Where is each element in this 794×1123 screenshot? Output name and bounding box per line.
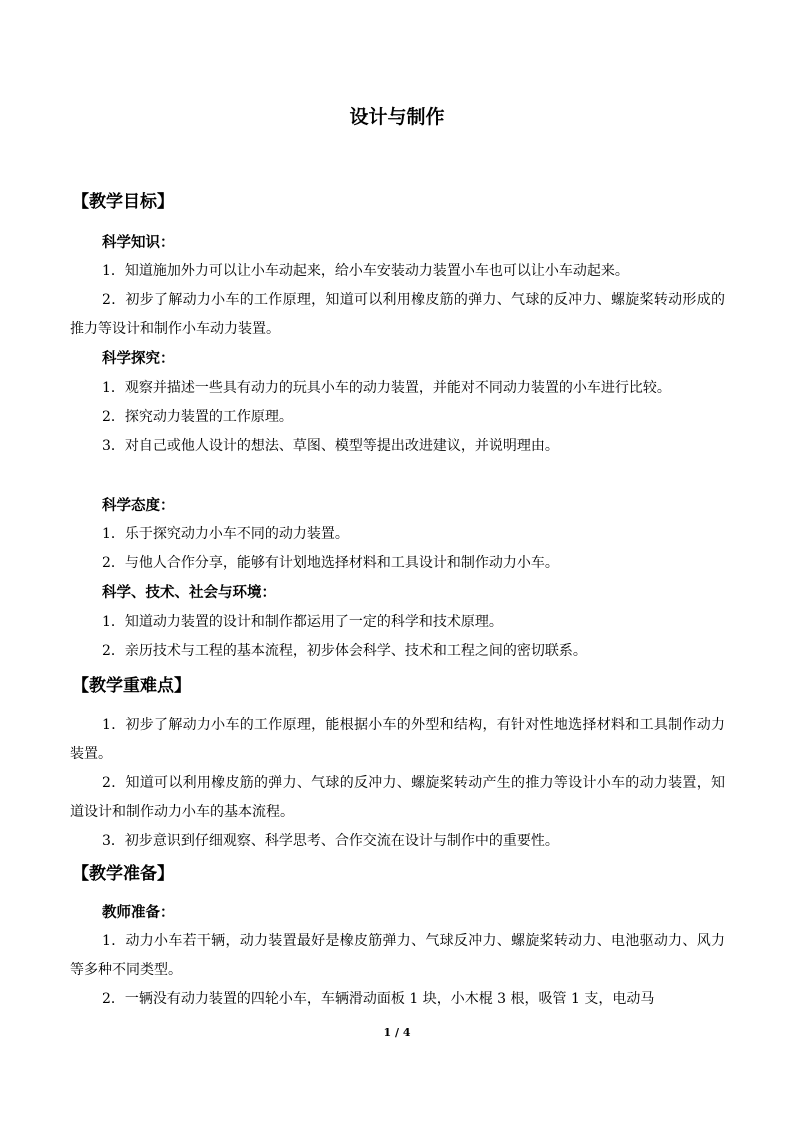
paragraph: 2．探究动力装置的工作原理。 [102,409,293,425]
paragraph: 2．知道可以利用橡皮筋的弹力、气球的反冲力、螺旋桨转动产生的推力等设计小车的动力装置，知道设计和制作动力小车的基本流程。 [70,775,725,820]
paragraph: 3．对自己或他人设计的想法、草图、模型等提出改进建议，并说明理由。 [102,438,559,454]
paragraph-group [70,520,725,578]
paragraph: 2．与他人合作分享，能够有计划地选择材料和工具设计和制作动力小车。 [102,555,559,571]
paragraph: 1．知道动力装置的设计和制作都运用了一定的科学和技术原理。 [102,614,503,630]
paragraph-group [70,608,725,666]
paragraph: 2．一辆没有动力装置的四轮小车，车辆滑动面板 1 块，小木棍 3 根，吸管 1 支，电动马 [102,991,655,1007]
paragraph-group [70,711,725,856]
paragraph: 1．初步了解动力小车的工作原理，能根据小车的外型和结构，有针对性地选择材料和工具制作动力装置。 [70,717,725,762]
paragraph-group [70,257,725,344]
subheading-stse: 科学、技术、社会与环境： [102,584,276,601]
paragraph-group [70,927,725,1014]
paragraph: 2．初步了解动力小车的工作原理，知道可以利用橡皮筋的弹力、气球的反冲力、螺旋桨转动形成的推力等设计和制作小车动力装置。 [70,292,725,337]
subheading-science-knowledge: 科学知识： [102,234,175,251]
paragraph: 3．初步意识到仔细观察、科学思考、合作交流在设计与制作中的重要性。 [102,833,559,849]
paragraph-group [70,374,725,461]
paragraph: 1．动力小车若干辆，动力装置最好是橡皮筋弹力、气球反冲力、螺旋桨转动力、电池驱动力、风力等多种不同类型。 [70,933,725,978]
page-number: 1 / 4 [383,1026,411,1039]
paragraph: 1．观察并描述一些具有动力的玩具小车的动力装置，并能对不同动力装置的小车进行比较。 [102,380,671,396]
paragraph: 1．乐于探究动力小车不同的动力装置。 [102,526,349,542]
section-heading-preparation: 【教学准备】 [72,864,174,884]
subheading-science-attitude: 科学态度： [102,497,175,514]
section-heading-key-points: 【教学重难点】 [72,676,191,696]
page-title: 设计与制作 [349,106,445,128]
paragraph: 1．知道施加外力可以让小车动起来，给小车安装动力装置小车也可以让小车动起来。 [102,263,629,279]
subheading-science-inquiry: 科学探究： [102,350,175,367]
section-heading-objectives: 【教学目标】 [72,192,174,212]
paragraph: 2．亲历技术与工程的基本流程，初步体会科学、技术和工程之间的密切联系。 [102,643,587,659]
subheading-teacher-preparation: 教师准备： [102,904,175,921]
